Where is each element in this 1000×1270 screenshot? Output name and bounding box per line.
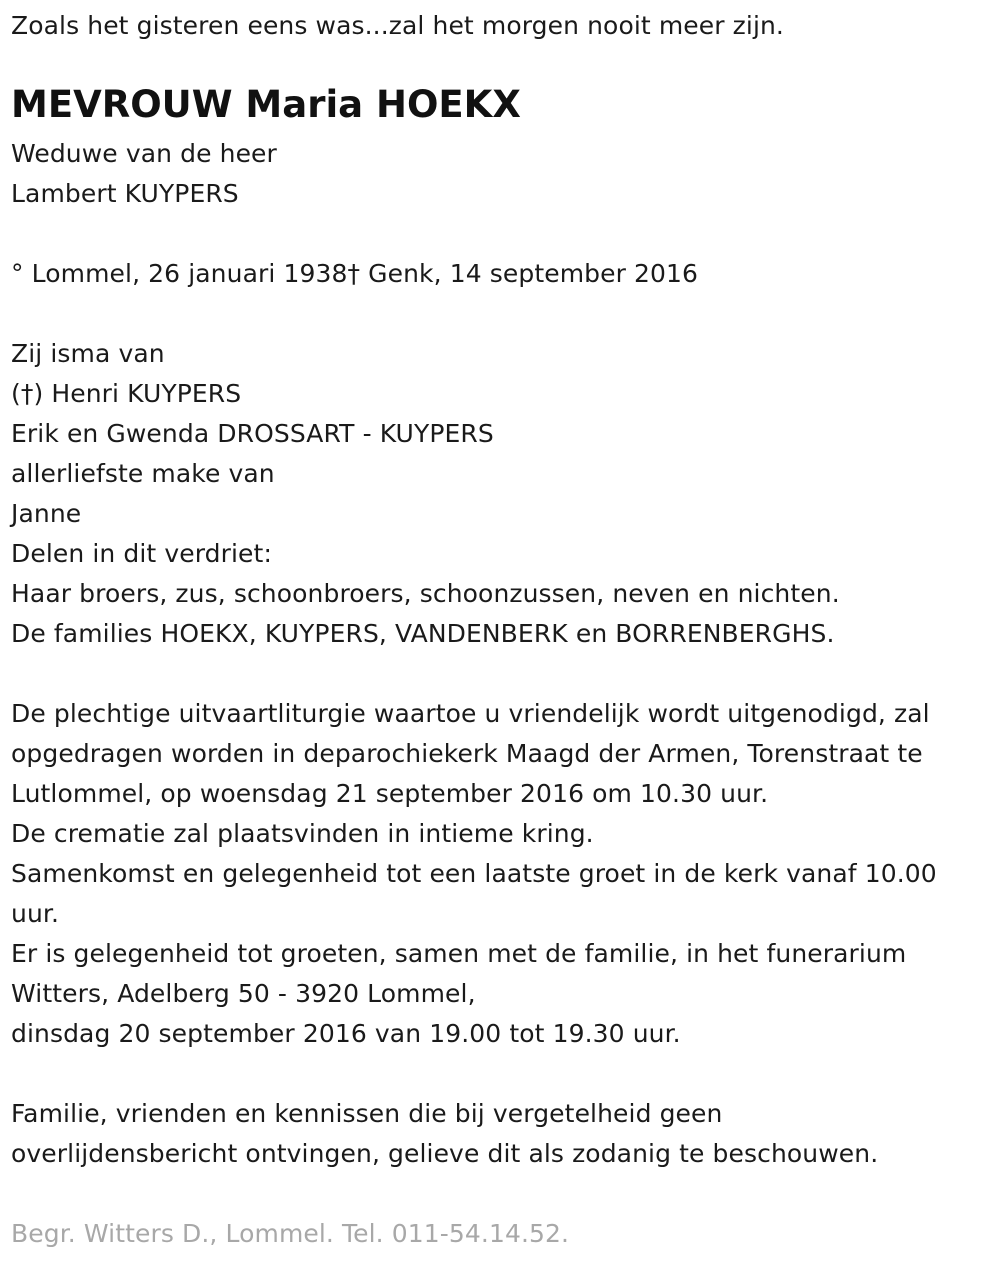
service-line: De crematie zal plaatsvinden in intieme kring.: [11, 819, 594, 848]
undertaker-footer: Begr. Witters D., Lommel. Tel. 011-54.14.52.: [11, 1219, 570, 1248]
service-line: Samenkomst en gelegenheid tot een laatste groet in de kerk vanaf 10.00: [11, 859, 937, 888]
widow-line: Weduwe van de heer: [11, 139, 277, 168]
family-line: allerliefste make van: [11, 459, 275, 488]
notice-line: Familie, vrienden en kennissen die bij vergetelheid geen: [11, 1099, 723, 1128]
family-line: Zij isma van: [11, 339, 165, 368]
service-line: Lutlommel, op woensdag 21 september 2016 om 10.30 uur.: [11, 779, 769, 808]
spouse-name: Lambert KUYPERS: [11, 179, 239, 208]
service-line: De plechtige uitvaartliturgie waartoe u vriendelijk wordt uitgenodigd, zal: [11, 699, 930, 728]
motto: Zoals het gisteren eens was...zal het morgen nooit meer zijn.: [11, 11, 784, 40]
family-line: (†) Henri KUYPERS: [11, 379, 242, 408]
family-line: De families HOEKX, KUYPERS, VANDENBERK en BORRENBERGHS.: [11, 619, 835, 648]
family-line: Haar broers, zus, schoonbroers, schoonzussen, neven en nichten.: [11, 579, 840, 608]
deceased-name: MEVROUW Maria HOEKX: [11, 83, 521, 126]
service-line: Er is gelegenheid tot groeten, samen met de familie, in het funerarium: [11, 939, 907, 968]
family-line: Janne: [11, 499, 82, 528]
birth-death-dates: ° Lommel, 26 januari 1938† Genk, 14 september 2016: [11, 259, 699, 288]
service-line: dinsdag 20 september 2016 van 19.00 tot 19.30 uur.: [11, 1019, 681, 1048]
service-line: Witters, Adelberg 50 - 3920 Lommel,: [11, 979, 476, 1008]
service-line: opgedragen worden in deparochiekerk Maagd der Armen, Torenstraat te: [11, 739, 923, 768]
family-line: Delen in dit verdriet:: [11, 539, 272, 568]
service-line: uur.: [11, 899, 60, 928]
family-line: Erik en Gwenda DROSSART - KUYPERS: [11, 419, 494, 448]
notice-line: overlijdensbericht ontvingen, gelieve dit als zodanig te beschouwen.: [11, 1139, 879, 1168]
